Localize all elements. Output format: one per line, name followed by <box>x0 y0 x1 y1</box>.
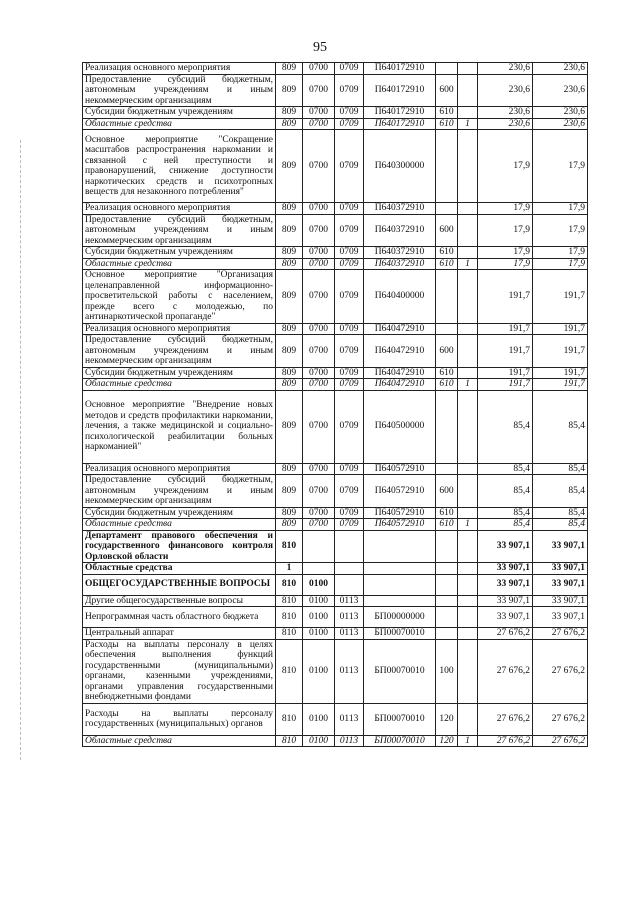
row-vedom-code: 809 <box>276 323 303 335</box>
table-row <box>83 390 588 463</box>
row-funding-source-code <box>458 130 478 203</box>
row-expense-type-code: 610 <box>436 507 458 519</box>
table-row <box>83 628 588 640</box>
row-funding-source-code <box>458 530 478 563</box>
row-amount-2: 27 676,2 <box>533 639 588 703</box>
row-amount-1: 85,4 <box>478 390 533 463</box>
binding-margin-line <box>20 140 21 760</box>
row-funding-source-code <box>458 203 478 215</box>
row-section-code: 0700 <box>303 258 335 270</box>
row-expense-type-code: 600 <box>436 475 458 508</box>
row-vedom-code: 810 <box>276 595 303 607</box>
row-target-article-code: П640572910 <box>364 519 436 531</box>
row-amount-2: 17,9 <box>533 258 588 270</box>
row-amount-1: 230,6 <box>478 107 533 119</box>
row-vedom-code: 809 <box>276 214 303 247</box>
row-target-article-code: П640172910 <box>364 63 436 75</box>
row-funding-source-code: 1 <box>458 519 478 531</box>
row-vedom-code: 809 <box>276 203 303 215</box>
row-amount-1: 191,7 <box>478 335 533 368</box>
row-funding-source-code: 1 <box>458 735 478 747</box>
row-name: Другие общегосударственные вопросы <box>83 595 276 607</box>
row-vedom-code: 809 <box>276 463 303 475</box>
row-amount-1: 230,6 <box>478 118 533 130</box>
row-vedom-code: 810 <box>276 607 303 628</box>
row-amount-2: 33 907,1 <box>533 530 588 563</box>
row-expense-type-code: 600 <box>436 74 458 107</box>
row-expense-type-code: 610 <box>436 379 458 391</box>
row-vedom-code: 809 <box>276 130 303 203</box>
row-target-article-code: П640472910 <box>364 323 436 335</box>
row-name: Расходы на выплаты персоналу государственных (муниципальных) органов <box>83 703 276 735</box>
table-row <box>83 519 588 531</box>
row-amount-1: 191,7 <box>478 270 533 324</box>
row-name: Реализация основного мероприятия <box>83 463 276 475</box>
row-expense-type-code: 120 <box>436 735 458 747</box>
row-funding-source-code <box>458 214 478 247</box>
table-row <box>83 118 588 130</box>
row-amount-1: 191,7 <box>478 367 533 379</box>
row-funding-source-code <box>458 463 478 475</box>
row-section-code: 0700 <box>303 390 335 463</box>
row-vedom-code: 809 <box>276 335 303 368</box>
table-row <box>83 475 588 508</box>
row-expense-type-code <box>436 563 458 575</box>
row-amount-2: 27 676,2 <box>533 735 588 747</box>
row-vedom-code: 809 <box>276 74 303 107</box>
row-subsection-code: 0113 <box>335 703 364 735</box>
row-amount-2: 230,6 <box>533 63 588 75</box>
row-section-code <box>303 530 335 563</box>
row-funding-source-code <box>458 507 478 519</box>
row-name: Реализация основного мероприятия <box>83 203 276 215</box>
row-target-article-code: П640572910 <box>364 475 436 508</box>
row-amount-1: 17,9 <box>478 214 533 247</box>
row-section-code: 0700 <box>303 203 335 215</box>
row-amount-2: 33 907,1 <box>533 595 588 607</box>
row-section-code <box>303 563 335 575</box>
row-name: Предоставление субсидий бюджетным, автономным учреждениям и иным некоммерческим организациям <box>83 74 276 107</box>
row-vedom-code: 809 <box>276 107 303 119</box>
row-expense-type-code <box>436 390 458 463</box>
row-amount-1: 33 907,1 <box>478 574 533 595</box>
table-row <box>83 335 588 368</box>
row-subsection-code: 0709 <box>335 463 364 475</box>
row-target-article-code <box>364 563 436 575</box>
row-amount-1: 33 907,1 <box>478 563 533 575</box>
row-subsection-code: 0709 <box>335 475 364 508</box>
row-subsection-code: 0709 <box>335 379 364 391</box>
budget-table-body <box>83 63 588 747</box>
row-name: Предоставление субсидий бюджетным, автономным учреждениям и иным некоммерческим организациям <box>83 475 276 508</box>
row-section-code: 0700 <box>303 519 335 531</box>
row-subsection-code: 0709 <box>335 507 364 519</box>
row-vedom-code: 809 <box>276 63 303 75</box>
row-subsection-code: 0709 <box>335 203 364 215</box>
table-row <box>83 703 588 735</box>
row-name: Субсидии бюджетным учреждениям <box>83 107 276 119</box>
row-subsection-code: 0709 <box>335 214 364 247</box>
table-row <box>83 607 588 628</box>
row-amount-2: 191,7 <box>533 270 588 324</box>
row-target-article-code: БП00070010 <box>364 628 436 640</box>
row-subsection-code: 0709 <box>335 63 364 75</box>
row-name: Областные средства <box>83 735 276 747</box>
row-amount-2: 33 907,1 <box>533 574 588 595</box>
row-vedom-code: 1 <box>276 563 303 575</box>
table-row <box>83 574 588 595</box>
row-subsection-code: 0709 <box>335 323 364 335</box>
row-section-code: 0700 <box>303 118 335 130</box>
row-amount-1: 33 907,1 <box>478 530 533 563</box>
row-section-code: 0700 <box>303 130 335 203</box>
row-funding-source-code <box>458 595 478 607</box>
row-target-article-code: П640372910 <box>364 247 436 259</box>
row-target-article-code: П640372910 <box>364 203 436 215</box>
row-amount-1: 191,7 <box>478 323 533 335</box>
row-name: Основное мероприятие "Внедрение новых методов и средств профилактики наркомании, лечения, а также медицинской и социально-психологической реабилитации больных наркоманией" <box>83 390 276 463</box>
row-vedom-code: 810 <box>276 574 303 595</box>
row-target-article-code <box>364 530 436 563</box>
row-section-code: 0700 <box>303 475 335 508</box>
row-section-code: 0100 <box>303 628 335 640</box>
table-row <box>83 595 588 607</box>
table-row <box>83 258 588 270</box>
row-funding-source-code <box>458 323 478 335</box>
row-amount-1: 27 676,2 <box>478 703 533 735</box>
row-section-code: 0700 <box>303 379 335 391</box>
row-expense-type-code: 100 <box>436 639 458 703</box>
row-funding-source-code <box>458 639 478 703</box>
row-expense-type-code: 610 <box>436 107 458 119</box>
row-target-article-code: П640400000 <box>364 270 436 324</box>
page-number: 95 <box>313 40 327 55</box>
row-funding-source-code <box>458 607 478 628</box>
row-section-code: 0700 <box>303 507 335 519</box>
table-row <box>83 379 588 391</box>
row-subsection-code <box>335 563 364 575</box>
row-vedom-code: 809 <box>276 475 303 508</box>
row-funding-source-code <box>458 703 478 735</box>
row-amount-1: 85,4 <box>478 507 533 519</box>
row-amount-1: 27 676,2 <box>478 628 533 640</box>
row-amount-1: 17,9 <box>478 247 533 259</box>
table-row <box>83 74 588 107</box>
row-funding-source-code <box>458 335 478 368</box>
row-target-article-code: П640172910 <box>364 74 436 107</box>
row-section-code: 0700 <box>303 63 335 75</box>
row-funding-source-code <box>458 74 478 107</box>
table-row <box>83 63 588 75</box>
row-amount-1: 85,4 <box>478 475 533 508</box>
row-subsection-code: 0709 <box>335 107 364 119</box>
row-section-code: 0100 <box>303 639 335 703</box>
row-subsection-code: 0113 <box>335 595 364 607</box>
row-target-article-code: БП00070010 <box>364 639 436 703</box>
row-section-code: 0700 <box>303 107 335 119</box>
row-name: Реализация основного мероприятия <box>83 63 276 75</box>
row-amount-2: 230,6 <box>533 107 588 119</box>
row-funding-source-code <box>458 390 478 463</box>
row-subsection-code: 0709 <box>335 118 364 130</box>
row-funding-source-code <box>458 574 478 595</box>
table-row <box>83 507 588 519</box>
row-name: Основное мероприятие "Сокращение масштабов распространения наркомании и связанной с ней преступности и правонарушений, снижение доступности наркотических средств и психотропных веществ для незаконного потребления" <box>83 130 276 203</box>
row-section-code: 0700 <box>303 323 335 335</box>
row-name: Предоставление субсидий бюджетным, автономным учреждениям и иным некоммерческим организациям <box>83 335 276 368</box>
row-amount-1: 27 676,2 <box>478 735 533 747</box>
row-funding-source-code <box>458 270 478 324</box>
row-name: Расходы на выплаты персоналу в целях обеспечения выполнения функций государственными (муниципальными) органами, казенными учреждениями, органами управления государственными внебюджетными фондами <box>83 639 276 703</box>
row-expense-type-code <box>436 530 458 563</box>
row-subsection-code: 0113 <box>335 607 364 628</box>
row-name: Центральный аппарат <box>83 628 276 640</box>
row-subsection-code: 0113 <box>335 639 364 703</box>
row-amount-2: 191,7 <box>533 323 588 335</box>
row-target-article-code <box>364 595 436 607</box>
row-target-article-code: П640300000 <box>364 130 436 203</box>
row-expense-type-code: 610 <box>436 258 458 270</box>
row-target-article-code: П640572910 <box>364 463 436 475</box>
row-expense-type-code <box>436 463 458 475</box>
row-amount-1: 17,9 <box>478 130 533 203</box>
row-expense-type-code <box>436 323 458 335</box>
row-target-article-code: П640372910 <box>364 258 436 270</box>
row-amount-2: 17,9 <box>533 130 588 203</box>
row-vedom-code: 809 <box>276 519 303 531</box>
row-amount-2: 27 676,2 <box>533 628 588 640</box>
row-vedom-code: 810 <box>276 735 303 747</box>
row-target-article-code: П640372910 <box>364 214 436 247</box>
row-amount-1: 17,9 <box>478 258 533 270</box>
row-vedom-code: 809 <box>276 379 303 391</box>
row-target-article-code: П640472910 <box>364 367 436 379</box>
row-section-code: 0100 <box>303 703 335 735</box>
row-subsection-code <box>335 574 364 595</box>
row-subsection-code: 0113 <box>335 735 364 747</box>
row-target-article-code: БП00070010 <box>364 735 436 747</box>
row-section-code: 0700 <box>303 335 335 368</box>
row-amount-1: 85,4 <box>478 463 533 475</box>
row-amount-2: 17,9 <box>533 203 588 215</box>
row-target-article-code: П640500000 <box>364 390 436 463</box>
row-vedom-code: 809 <box>276 367 303 379</box>
row-expense-type-code <box>436 628 458 640</box>
table-row <box>83 214 588 247</box>
row-subsection-code <box>335 530 364 563</box>
row-expense-type-code <box>436 574 458 595</box>
row-amount-1: 230,6 <box>478 74 533 107</box>
row-subsection-code: 0709 <box>335 519 364 531</box>
table-row <box>83 367 588 379</box>
row-amount-2: 85,4 <box>533 507 588 519</box>
row-name: Департамент правового обеспечения и государственного финансового контроля Орловской области <box>83 530 276 563</box>
row-expense-type-code: 610 <box>436 247 458 259</box>
row-amount-2: 17,9 <box>533 247 588 259</box>
row-funding-source-code <box>458 563 478 575</box>
row-funding-source-code <box>458 107 478 119</box>
row-target-article-code: П640172910 <box>364 107 436 119</box>
row-target-article-code: БП00000000 <box>364 607 436 628</box>
row-expense-type-code <box>436 595 458 607</box>
row-funding-source-code: 1 <box>458 118 478 130</box>
row-name: Областные средства <box>83 258 276 270</box>
row-name: Субсидии бюджетным учреждениям <box>83 247 276 259</box>
row-expense-type-code <box>436 607 458 628</box>
row-expense-type-code: 600 <box>436 214 458 247</box>
row-name: Основное мероприятие "Организация целенаправленной информационно-просветительской работы с населением, прежде всего с молодежью, по антинаркотической пропаганде" <box>83 270 276 324</box>
row-subsection-code: 0709 <box>335 367 364 379</box>
row-expense-type-code: 610 <box>436 367 458 379</box>
row-section-code: 0100 <box>303 607 335 628</box>
row-amount-1: 85,4 <box>478 519 533 531</box>
row-name: Областные средства <box>83 118 276 130</box>
row-funding-source-code <box>458 628 478 640</box>
row-subsection-code: 0113 <box>335 628 364 640</box>
table-row <box>83 203 588 215</box>
row-amount-2: 85,4 <box>533 390 588 463</box>
row-section-code: 0700 <box>303 270 335 324</box>
table-row <box>83 463 588 475</box>
row-amount-2: 191,7 <box>533 335 588 368</box>
row-name: Областные средства <box>83 519 276 531</box>
row-subsection-code: 0709 <box>335 270 364 324</box>
row-target-article-code <box>364 574 436 595</box>
row-section-code: 0700 <box>303 74 335 107</box>
row-amount-2: 230,6 <box>533 118 588 130</box>
table-row <box>83 735 588 747</box>
row-expense-type-code <box>436 270 458 324</box>
row-funding-source-code: 1 <box>458 258 478 270</box>
row-amount-2: 191,7 <box>533 367 588 379</box>
row-subsection-code: 0709 <box>335 247 364 259</box>
table-row <box>83 270 588 324</box>
row-funding-source-code <box>458 475 478 508</box>
table-row <box>83 323 588 335</box>
row-vedom-code: 809 <box>276 247 303 259</box>
row-funding-source-code <box>458 247 478 259</box>
budget-table <box>82 62 588 747</box>
row-subsection-code: 0709 <box>335 335 364 368</box>
row-name: Областные средства <box>83 379 276 391</box>
row-vedom-code: 810 <box>276 703 303 735</box>
row-vedom-code: 810 <box>276 628 303 640</box>
row-name: Непрограммная часть областного бюджета <box>83 607 276 628</box>
row-subsection-code: 0709 <box>335 74 364 107</box>
row-amount-1: 230,6 <box>478 63 533 75</box>
row-amount-2: 85,4 <box>533 519 588 531</box>
table-row <box>83 530 588 563</box>
row-amount-2: 85,4 <box>533 475 588 508</box>
row-subsection-code: 0709 <box>335 390 364 463</box>
row-name: Областные средства <box>83 563 276 575</box>
row-amount-1: 17,9 <box>478 203 533 215</box>
row-target-article-code: П640572910 <box>364 507 436 519</box>
row-amount-1: 191,7 <box>478 379 533 391</box>
row-section-code: 0700 <box>303 463 335 475</box>
row-vedom-code: 809 <box>276 258 303 270</box>
row-target-article-code: П640172910 <box>364 118 436 130</box>
table-row <box>83 563 588 575</box>
row-expense-type-code: 610 <box>436 118 458 130</box>
row-name: Предоставление субсидий бюджетным, автономным учреждениям и иным некоммерческим организациям <box>83 214 276 247</box>
row-vedom-code: 810 <box>276 530 303 563</box>
table-row <box>83 247 588 259</box>
row-vedom-code: 810 <box>276 639 303 703</box>
row-amount-1: 33 907,1 <box>478 595 533 607</box>
row-target-article-code: П640472910 <box>364 335 436 368</box>
row-name: Субсидии бюджетным учреждениям <box>83 367 276 379</box>
row-subsection-code: 0709 <box>335 130 364 203</box>
table-row <box>83 639 588 703</box>
row-amount-2: 191,7 <box>533 379 588 391</box>
row-name: Реализация основного мероприятия <box>83 323 276 335</box>
row-section-code: 0700 <box>303 214 335 247</box>
row-expense-type-code <box>436 130 458 203</box>
table-row <box>83 107 588 119</box>
row-section-code: 0700 <box>303 367 335 379</box>
row-name: ОБЩЕГОСУДАРСТВЕННЫЕ ВОПРОСЫ <box>83 574 276 595</box>
row-funding-source-code <box>458 367 478 379</box>
row-amount-2: 17,9 <box>533 214 588 247</box>
row-amount-1: 27 676,2 <box>478 639 533 703</box>
row-subsection-code: 0709 <box>335 258 364 270</box>
table-row <box>83 130 588 203</box>
row-vedom-code: 809 <box>276 270 303 324</box>
row-section-code: 0100 <box>303 735 335 747</box>
row-amount-2: 85,4 <box>533 463 588 475</box>
row-funding-source-code: 1 <box>458 379 478 391</box>
row-section-code: 0100 <box>303 574 335 595</box>
row-section-code: 0100 <box>303 595 335 607</box>
row-name: Субсидии бюджетным учреждениям <box>83 507 276 519</box>
row-expense-type-code <box>436 203 458 215</box>
row-target-article-code: БП00070010 <box>364 703 436 735</box>
row-expense-type-code <box>436 63 458 75</box>
row-vedom-code: 809 <box>276 118 303 130</box>
row-amount-2: 33 907,1 <box>533 607 588 628</box>
row-vedom-code: 809 <box>276 507 303 519</box>
row-target-article-code: П640472910 <box>364 379 436 391</box>
row-expense-type-code: 120 <box>436 703 458 735</box>
row-expense-type-code: 600 <box>436 335 458 368</box>
row-expense-type-code: 610 <box>436 519 458 531</box>
row-amount-1: 33 907,1 <box>478 607 533 628</box>
row-amount-2: 27 676,2 <box>533 703 588 735</box>
row-amount-2: 230,6 <box>533 74 588 107</box>
row-section-code: 0700 <box>303 247 335 259</box>
row-funding-source-code <box>458 63 478 75</box>
row-vedom-code: 809 <box>276 390 303 463</box>
row-amount-2: 33 907,1 <box>533 563 588 575</box>
